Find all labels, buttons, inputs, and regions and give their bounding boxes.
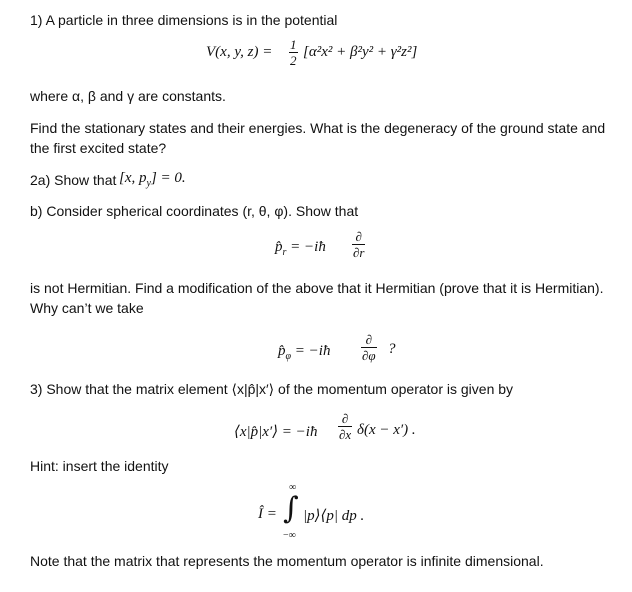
problem3-intro: 3) Show that the matrix element ⟨x|p̂|x′⟩ of the momentum operator is given by bbox=[30, 381, 514, 397]
pphi-equals: = −iħ bbox=[294, 343, 331, 359]
integral-lower-limit: −∞ bbox=[283, 530, 296, 541]
not-hermitian-line2: Why can’t we take bbox=[30, 300, 144, 316]
pphi-derivative bbox=[361, 333, 377, 362]
not-hermitian-line1: is not Hermitian. Find a modification of the above that it Hermitian (prove that it is Hermitian). bbox=[30, 280, 604, 296]
problem1-question-line1: Find the stationary states and their energies. What is the degeneracy of the ground state and bbox=[30, 120, 606, 136]
commutator-main: [x, p bbox=[119, 170, 147, 186]
pphi-subscript: φ bbox=[285, 351, 292, 362]
pphi-den: ∂φ bbox=[362, 348, 376, 363]
problem1-question-line2: the first excited state? bbox=[30, 140, 167, 156]
pr-den: ∂r bbox=[353, 245, 365, 260]
problem1-intro: 1) A particle in three dimensions is in the potential bbox=[30, 12, 338, 28]
commutator-sub: y bbox=[146, 178, 151, 189]
problem2b-intro: b) Consider spherical coordinates (r, θ, φ). Show that bbox=[30, 203, 359, 219]
me-num: ∂ bbox=[341, 411, 349, 426]
commutator-expression bbox=[119, 170, 186, 189]
pr-operator: p̂ bbox=[275, 239, 283, 255]
pphi-lhs bbox=[278, 343, 330, 362]
fraction-denominator: 2 bbox=[290, 53, 297, 68]
matrix-element-derivative bbox=[338, 412, 352, 441]
problem2a-label: 2a) Show that bbox=[30, 172, 117, 188]
identity-integrand: |p⟩⟨p| dp . bbox=[303, 508, 365, 524]
pphi-num: ∂ bbox=[365, 332, 373, 347]
commutator-rest: ] = 0. bbox=[150, 170, 186, 186]
matrix-element-rhs: δ(x − x′) . bbox=[357, 422, 416, 438]
identity-lhs: Î = bbox=[258, 506, 277, 522]
matrix-element-lhs: ⟨x|p̂|x′⟩ = −iħ bbox=[234, 424, 318, 440]
potential-rhs: [α²x² + β²y² + γ²z²] bbox=[303, 44, 418, 60]
pphi-operator: p̂ bbox=[278, 343, 286, 359]
pr-num: ∂ bbox=[355, 229, 362, 244]
pr-equals: = −iħ bbox=[290, 239, 326, 255]
pr-subscript: r bbox=[282, 247, 287, 258]
integral-sign-icon: ∫ bbox=[283, 491, 299, 526]
hint: Hint: insert the identity bbox=[30, 458, 169, 474]
pphi-question-mark: ? bbox=[388, 341, 396, 357]
potential-lhs: V(x, y, z) = bbox=[206, 44, 273, 60]
me-den: ∂x bbox=[339, 427, 352, 442]
fraction-numerator: 1 bbox=[290, 37, 297, 52]
pr-lhs bbox=[275, 239, 326, 258]
pr-derivative bbox=[352, 230, 365, 259]
potential-fraction bbox=[289, 38, 298, 67]
integral-upper-limit: ∞ bbox=[289, 482, 297, 493]
closing-note: Note that the matrix that represents the momentum operator is infinite dimensional. bbox=[30, 553, 544, 569]
constants-note: where α, β and γ are constants. bbox=[30, 88, 226, 104]
